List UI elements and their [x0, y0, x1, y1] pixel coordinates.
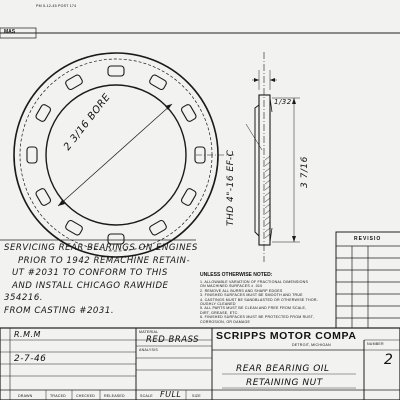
service-note-line: FROM CASTING #2031.: [4, 305, 115, 316]
part-name-line-1: REAR BEARING OIL: [236, 364, 330, 374]
revisions-label: REVISIO: [354, 236, 382, 242]
drawn-by-initials: R.M.M: [14, 330, 41, 339]
drawing-number: 2: [384, 352, 394, 368]
service-note-line: 354216.: [4, 293, 44, 303]
footer-released-label: RELEASED: [104, 394, 125, 398]
service-note-line: UT #2031 TO CONFORM TO THIS: [12, 268, 168, 278]
footer-drawn-label: DRAWN: [18, 394, 33, 398]
general-notes-title: UNLESS OTHERWISE NOTED:: [200, 272, 273, 278]
general-note: CORROSION, OR DAMAGE: [200, 319, 251, 324]
thread-label: THD 4"-16 EF-C: [226, 149, 236, 226]
general-note: 4. CASTINGS MUST BE SANDBLASTED OR OTHERWISE THOR-: [200, 297, 319, 302]
general-note: 1. ALLOWABLE VARIATION OF FRACTIONAL DIMENSIONS: [200, 280, 309, 284]
footer-traced-label: TRACED: [50, 394, 66, 398]
general-note: 5. ALL PARTS MUST BE CLEAN AND FREE FROM SCALE,: [200, 306, 307, 311]
analysis-label: ANALYSIS: [139, 348, 158, 352]
material-value: RED BRASS: [146, 335, 200, 345]
service-note-line: SERVICING REAR BEARINGS ON ENGINES: [4, 243, 198, 253]
bore-label: 2 3/16 BORE: [62, 91, 113, 153]
general-notes: [200, 272, 318, 324]
service-note-line: AND INSTALL CHICAGO RAWHIDE: [12, 280, 169, 291]
height-dimension-label: 3 7/16: [300, 156, 310, 188]
general-note: 2. REMOVE ALL BURRS AND SHARP EDGES: [200, 288, 283, 293]
scale-value: FULL: [160, 390, 182, 399]
material-label: MATERIAL: [139, 330, 159, 334]
general-note: ON MACHINED SURFACES ± .010: [200, 284, 263, 289]
scale-label: SCALE: [140, 394, 153, 398]
general-note: OUGHLY CLEANED: [200, 302, 236, 307]
service-note: [4, 242, 198, 317]
company-name: SCRIPPS MOTOR COMPA: [216, 330, 357, 342]
corner-tag: MAS: [4, 29, 16, 35]
company-city: DETROIT, MICHIGAN: [292, 343, 331, 347]
drawing-date: 2-7-46: [14, 354, 47, 364]
part-name-line-2: RETAINING NUT: [246, 378, 323, 388]
size-label: SIZE: [192, 394, 201, 398]
small-dimension-label: 1/32: [274, 98, 292, 106]
general-note: 3. FINISHED SURFACES MUST BE SMOOTH AND TRUE: [200, 293, 303, 298]
drawing-stamp: PM 5-12-45 POST 174: [36, 4, 77, 8]
number-label: NUMBER: [367, 342, 384, 346]
service-note-line: PRIOR TO 1942 REMACHINE RETAIN-: [18, 255, 191, 266]
footer-checked-label: CHECKED: [76, 394, 95, 398]
general-note: 6. FINISHED SURFACES MUST BE PROTECTED FROM RUST,: [200, 315, 314, 320]
general-note: DIRT, GREASE, ETC.: [200, 310, 239, 315]
